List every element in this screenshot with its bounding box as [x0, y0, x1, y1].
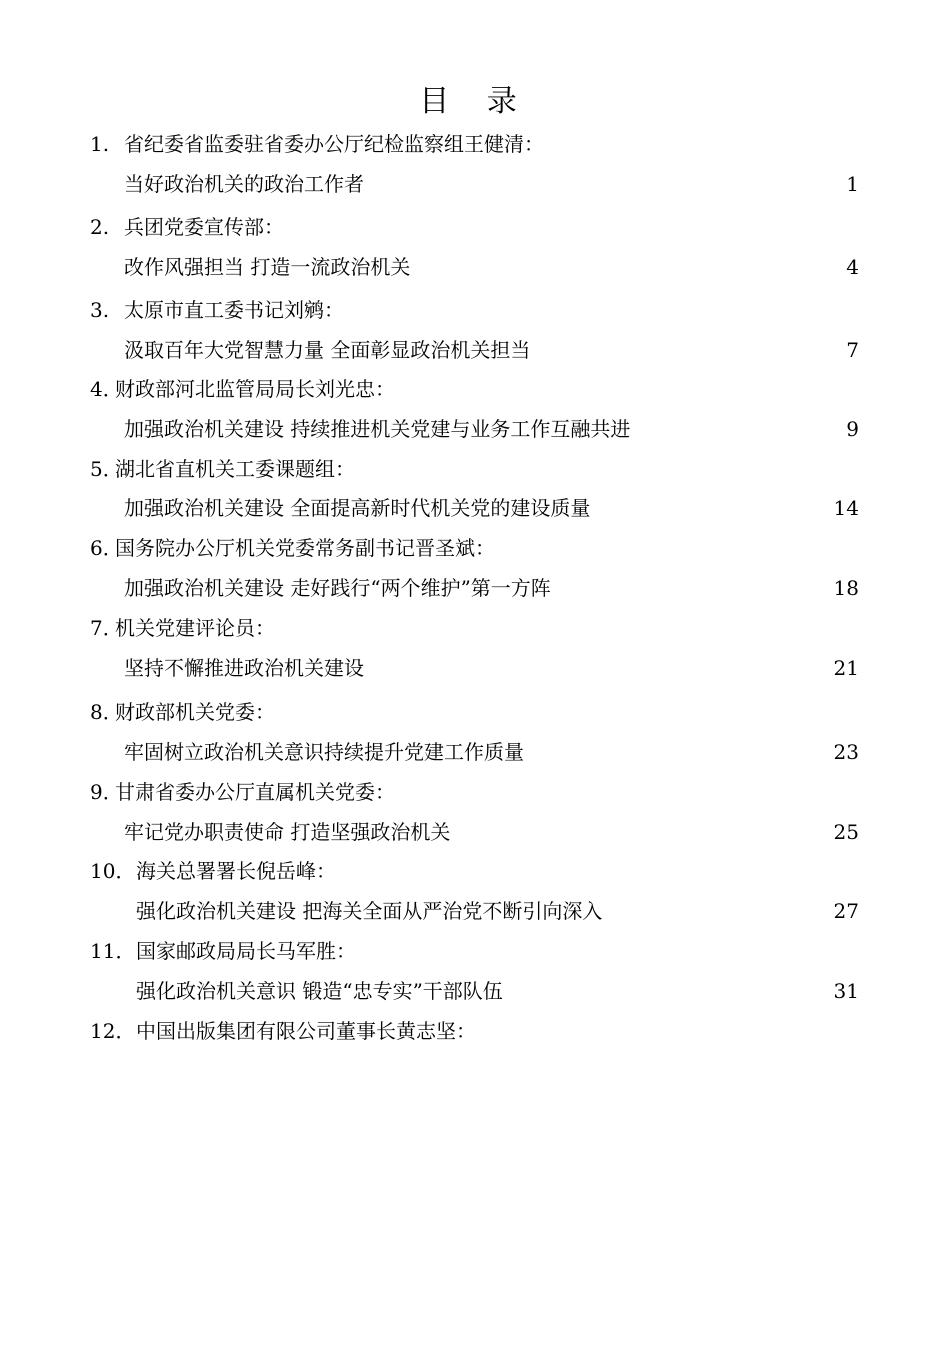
toc-entry-subtitle	[0, 976, 950, 1006]
toc-entry-subtitle	[0, 335, 950, 365]
entry-subtitle: 加强政治机关建设 走好践行“两个维护”第一方阵	[124, 576, 551, 600]
entry-subtitle: 牢记党办职责使命 打造坚强政治机关	[124, 820, 451, 844]
toc-entry-subtitle	[0, 573, 950, 603]
entry-page-number: 7	[846, 338, 859, 362]
entry-heading: 中国出版集团有限公司董事长黄志坚：	[136, 1019, 476, 1043]
toc-entry-subtitle	[0, 169, 950, 199]
entry-subtitle: 改作风强担当 打造一流政治机关	[124, 255, 411, 279]
entry-subtitle: 当好政治机关的政治工作者	[124, 172, 364, 196]
entry-subtitle: 加强政治机关建设 全面提高新时代机关党的建设质量	[124, 496, 591, 520]
entry-number: 6．	[90, 536, 123, 560]
entry-page-number: 1	[846, 172, 859, 196]
toc-entry-heading	[0, 856, 950, 886]
entry-number: 1.	[90, 132, 110, 156]
toc-entry-heading	[0, 697, 950, 727]
entry-subtitle: 强化政治机关建设 把海关全面从严治党不断引向深入	[136, 899, 603, 923]
entry-number: 5．	[90, 457, 123, 481]
entry-number: 12．	[90, 1019, 136, 1043]
entry-heading: 财政部机关党委：	[115, 700, 275, 724]
entry-heading: 财政部河北监管局局长刘光忠：	[115, 377, 395, 401]
toc-entry-subtitle	[0, 653, 950, 683]
entry-number: 10．	[90, 859, 136, 883]
entry-heading: 国务院办公厅机关党委常务副书记晋圣斌：	[115, 536, 495, 560]
entry-subtitle: 坚持不懈推进政治机关建设	[124, 656, 364, 680]
entry-number: 4．	[90, 377, 123, 401]
entry-page-number: 21	[833, 656, 859, 680]
entry-heading: 兵团党委宣传部：	[124, 215, 284, 239]
toc-entry-subtitle	[0, 252, 950, 282]
entry-subtitle: 汲取百年大党智慧力量 全面彰显政治机关担当	[124, 338, 531, 362]
entry-page-number: 23	[833, 740, 859, 764]
entry-heading: 甘肃省委办公厅直属机关党委：	[115, 780, 395, 804]
toc-entry-heading	[0, 613, 950, 643]
entry-heading: 机关党建评论员：	[115, 616, 275, 640]
entry-number: 9．	[90, 780, 123, 804]
toc-entry-heading	[0, 1016, 950, 1046]
entry-subtitle: 加强政治机关建设 持续推进机关党建与业务工作互融共进	[124, 417, 631, 441]
entry-subtitle: 牢固树立政治机关意识持续提升党建工作质量	[124, 740, 524, 764]
entry-page-number: 14	[833, 496, 859, 520]
toc-entry-subtitle	[0, 493, 950, 523]
toc-entry-heading	[0, 295, 950, 325]
toc-entry-subtitle	[0, 896, 950, 926]
entry-heading: 湖北省直机关工委课题组：	[115, 457, 355, 481]
entry-page-number: 31	[833, 979, 859, 1003]
toc-entry-heading	[0, 777, 950, 807]
toc-entry-subtitle	[0, 737, 950, 767]
entry-heading: 太原市直工委书记刘鹓：	[124, 298, 344, 322]
entry-heading: 海关总署署长倪岳峰：	[136, 859, 336, 883]
toc-entry-heading	[0, 533, 950, 563]
toc-entry-heading	[0, 936, 950, 966]
entry-heading: 国家邮政局局长马军胜：	[136, 939, 356, 963]
entry-number: 11．	[90, 939, 136, 963]
toc-entry-heading	[0, 454, 950, 484]
toc-entry-heading	[0, 374, 950, 404]
entry-page-number: 18	[833, 576, 859, 600]
entry-heading: 省纪委省监委驻省委办公厅纪检监察组王健清：	[124, 132, 544, 156]
entry-page-number: 27	[833, 899, 859, 923]
entry-number: 8．	[90, 700, 123, 724]
toc-entry-subtitle	[0, 414, 950, 444]
entry-subtitle: 强化政治机关意识 锻造“忠专实”干部队伍	[136, 979, 503, 1003]
entry-page-number: 25	[833, 820, 859, 844]
entry-page-number: 9	[846, 417, 859, 441]
entry-number: 2.	[90, 215, 110, 239]
toc-entry-subtitle	[0, 817, 950, 847]
entry-number: 3.	[90, 298, 110, 322]
entry-page-number: 4	[846, 255, 859, 279]
toc-entry-heading	[0, 212, 950, 242]
toc-entry-heading	[0, 129, 950, 159]
page-title: 目 录	[419, 84, 531, 119]
entry-number: 7．	[90, 616, 123, 640]
